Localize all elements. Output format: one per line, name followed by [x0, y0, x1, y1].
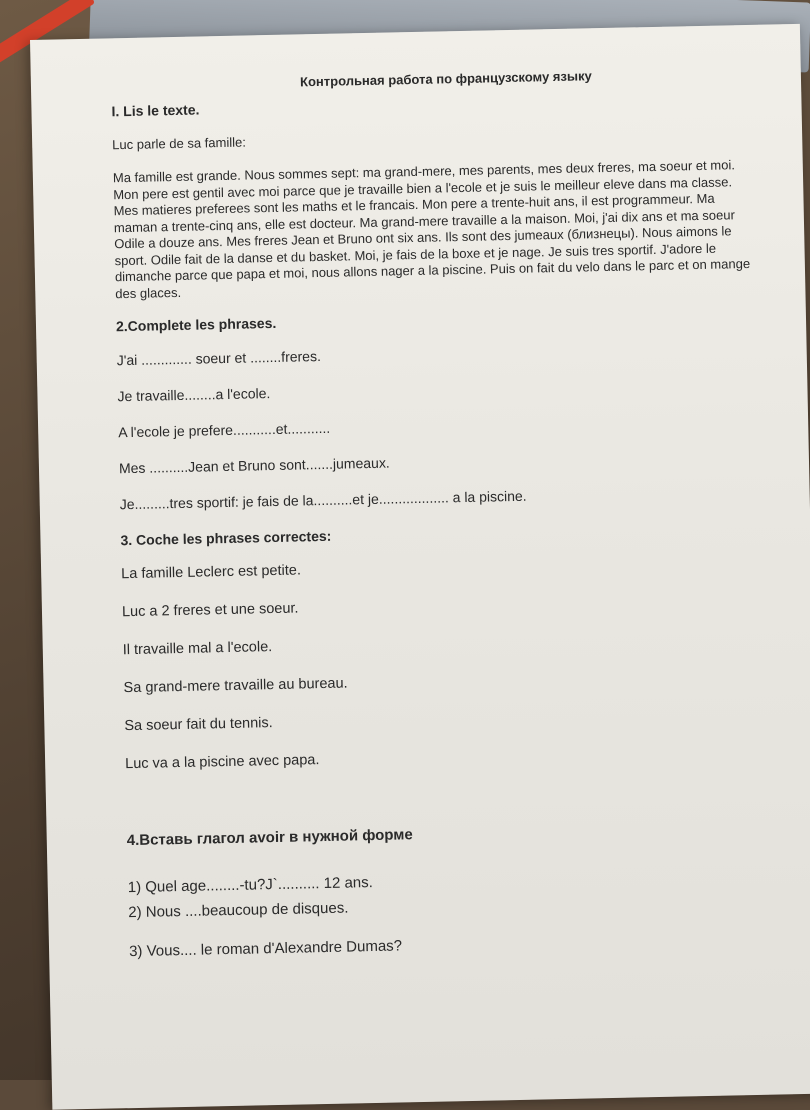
exercise-4-item: 3) Vous.... le roman d'Alexandre Dumas? [128, 937, 403, 961]
worksheet-title: Контрольная работа по французскому языку [299, 68, 592, 90]
section-1-intro: Luc parle de sa famille: [112, 134, 247, 153]
section-4-heading: 4.Вставь глагол avoir в нужной форме [126, 826, 413, 850]
exercise-2-item: Je travaille........a l'ecole. [117, 385, 271, 405]
worksheet-paper [30, 24, 810, 1110]
exercise-3-item: La famille Leclerc est petite. [121, 562, 302, 583]
exercise-2-item: A l'ecole je prefere...........et........... [118, 419, 331, 441]
exercise-4-item: 1) Quel age........-tu?J`.......... 12 ans. [127, 874, 374, 897]
section-3-heading: 3. Coche les phrases correctes: [120, 527, 332, 549]
exercise-4-item: 2) Nous ....beaucoup de disques. [128, 899, 349, 922]
exercise-2-item: Mes ..........Jean et Bruno sont.......jumeaux. [118, 454, 390, 477]
section-2-heading: 2.Complete les phrases. [115, 314, 277, 335]
exercise-2-item: Je.........tres sportif: je fais de la..........et je.................. a la piscine. [119, 487, 527, 513]
exercise-3-item: Sa grand-mere travaille au bureau. [123, 675, 348, 697]
exercise-3-item: Sa soeur fait du tennis. [124, 715, 273, 735]
exercise-2-item: J'ai ............. soeur et ........freres. [116, 347, 322, 369]
worksheet-content [111, 65, 769, 968]
section-1-text: Ma famille est grande. Nous sommes sept: ma grand-mere, mes parents, mes deux freres, ma soeur et moi. Mon pere est gentil avec moi parce que je travaille bien a l'ecole et je suis le meilleur eleve dans ma classe. Mes matieres preferees sont les maths et le francais. Mon pere a trente-huit ans, il est programmeur. Ma maman a trente-cinq ans, elle est docteur. Ma grand-mere travaille a la maison. Moi, j'ai dix ans et ma soeur Odile a douze ans. Mes freres Jean et Bruno ont six ans. Ils sont des jumeaux (близнецы). Nous aimons le sport. Odile fait de la danse et du basket. Moi, je fais de la boxe et je nage. Je suis tres sportif. J'adore le dimanche parce que papa et moi, nous allons nager a la piscine. Puis on fait du velo dans le parc et on mange des glaces. [112, 157, 751, 301]
exercise-3-item: Luc va a la piscine avec papa. [125, 752, 320, 773]
exercise-3-item: Il travaille mal a l'ecole. [122, 639, 273, 659]
exercise-3-item: Luc a 2 freres et une soeur. [121, 600, 299, 621]
section-1-heading: I. Lis le texte. [111, 101, 200, 120]
